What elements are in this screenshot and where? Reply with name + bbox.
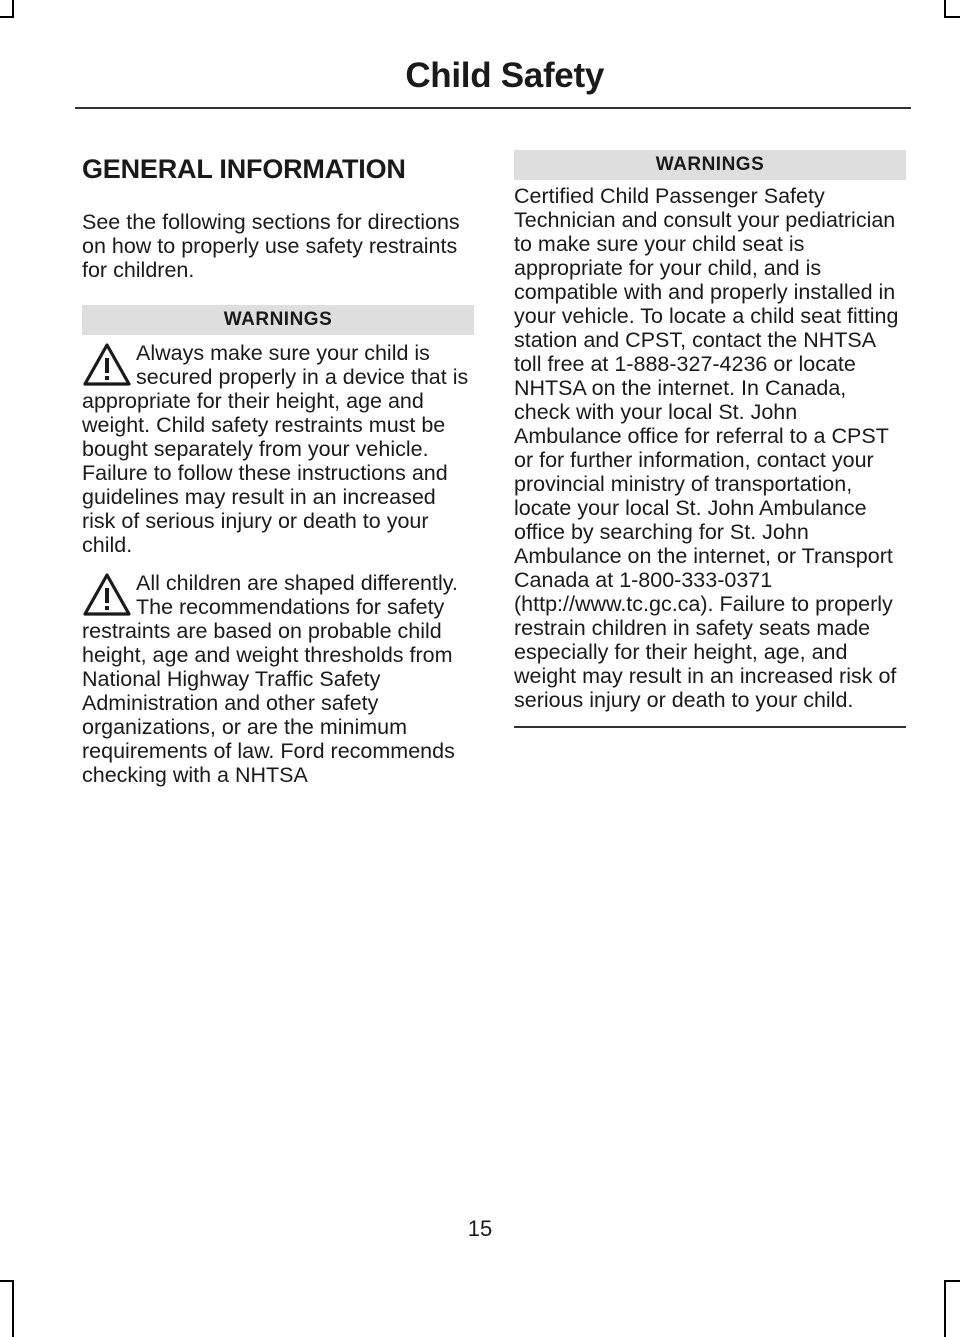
- warning-triangle-icon: [82, 341, 132, 389]
- warning-item: [82, 571, 474, 787]
- warning-continuation-text: Certified Child Passenger Safety Technician and consult your pediatrician to make sure your child seat is appropriate for your child, and is compatible with and properly installed in your vehicle. To locate a child seat fitting station and CPST, contact the NHTSA toll free at 1-888-327-4236 or locate NHTSA on the internet. In Canada, check with your local St. John Ambulance office for referral to a CPST or for further information, contact your provincial ministry of transportation, locate your local St. John Ambulance office by searching for St. John Ambulance on the internet, or Transport Canada at 1-800-333-0371 (http://www.tc.gc.ca). Failure to properly restrain children in safety seats made especially for their height, age, and weight may result in an increased risk of serious injury or death to your child.: [514, 184, 899, 712]
- warning-item: [82, 341, 474, 557]
- warnings-heading: WARNINGS: [514, 150, 906, 180]
- crop-mark: [12, 0, 14, 16]
- section-title: GENERAL INFORMATION: [82, 154, 406, 184]
- page-title: Child Safety: [405, 56, 604, 95]
- warning-triangle-icon: [82, 571, 132, 619]
- crop-mark: [12, 1280, 14, 1337]
- right-column: [514, 150, 906, 728]
- warnings-end-divider: [514, 726, 906, 728]
- crop-mark: [944, 0, 946, 16]
- crop-mark: [944, 1280, 960, 1282]
- crop-mark: [944, 16, 960, 18]
- crop-mark: [0, 16, 14, 18]
- crop-mark: [0, 1280, 14, 1282]
- warning-text: Always make sure your child is secured properly in a device that is appropriate for their height, age and weight. Child safety restraints must be bought separately from your vehicle. Failure to follow these instructions and guidelines may result in an increased risk of serious injury or death to your child.: [82, 341, 469, 557]
- header-divider: [75, 107, 911, 109]
- crop-mark: [944, 1280, 946, 1337]
- warnings-heading: WARNINGS: [82, 305, 474, 335]
- intro-paragraph: See the following sections for directions on how to properly use safety restraints for children.: [82, 210, 460, 282]
- warning-text: All children are shaped differently. The recommendations for safety restraints are based on probable child height, age and weight thresholds from National Highway Traffic Safety Administration and other safety organizations, or are the minimum requirements of law. Ford recommends checking with a NHTSA: [82, 571, 458, 787]
- page-number: 15: [467, 1216, 493, 1241]
- left-column: [82, 150, 474, 787]
